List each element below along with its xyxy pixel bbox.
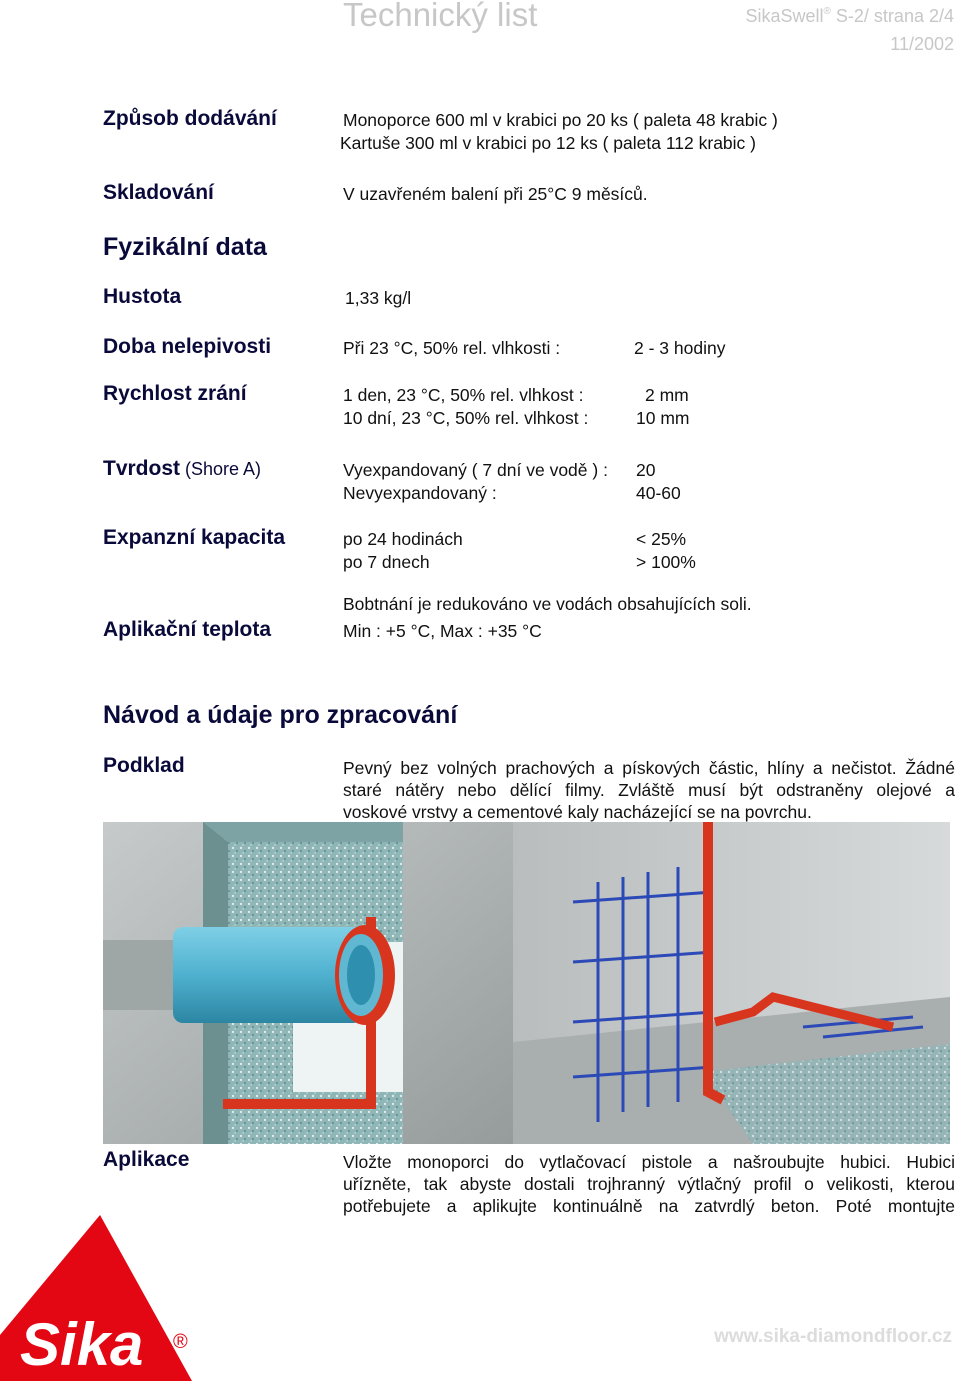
cure-rate-condition-1: 1 den, 23 °C, 50% rel. vlhkost : [343,385,584,405]
expansion-condition-1: po 24 hodinách [343,529,463,549]
page-number: S-2/ strana 2/4 [830,6,954,26]
hardness-label-suffix: (Shore A) [180,459,262,479]
document-date: 11/2002 [890,34,954,54]
application-illustration [103,822,950,1144]
substrate-line-2: staré nátěry nebo dělící filmy. Zvláště musí být odstraněny olejové a [343,780,955,800]
footer-url: www.sika-diamondfloor.cz [714,1326,952,1347]
application-line-2: uřízněte, tak abyste dostali trojhranný výtlačný profil o velikosti, kterou [343,1174,955,1194]
expansion-note: Bobtnání je redukováno ve vodách obsahujících soli. [343,594,752,614]
delivery-line-2: Kartuše 300 ml v krabici po 12 ks ( paleta 112 krabic ) [340,133,756,153]
hardness-value-2: 40-60 [636,483,681,503]
hardness-label-main: Tvrdost [103,457,181,480]
tack-free-value: 2 - 3 hodiny [634,338,726,358]
hardness-value-1: 20 [636,460,656,480]
logo-wordmark: Sika [20,1311,144,1378]
storage-label: Skladování [103,181,214,204]
application-line-1: Vložte monoporci do vytlačovací pistole a našroubujte hubici. Hubici [343,1152,955,1172]
hardness-condition-2: Nevyexpandovaný : [343,483,497,503]
substrate-line-3: voskové vrstvy a cementové kaly nacházející se na povrchu. [343,802,812,822]
processing-heading: Návod a údaje pro zpracování [103,701,458,729]
hardness-label [103,457,261,481]
cure-rate-value-1: 2 mm [645,385,689,405]
substrate-line-1: Pevný bez volných prachových a pískových částic, hlíny a nečistot. Žádné [343,758,955,778]
logo-registered-mark: ® [173,1331,188,1353]
pipe [173,927,363,1023]
tack-free-condition: Při 23 °C, 50% rel. vlhkosti : [343,338,561,358]
physical-data-heading: Fyzikální data [103,233,267,261]
registered-mark: ® [823,6,831,17]
product-page-info [746,6,954,27]
storage-text: V uzavřeném balení při 25°C 9 měsíců. [343,184,648,204]
cure-rate-value-2: 10 mm [636,408,690,428]
expansion-label: Expanzní kapacita [103,526,286,549]
expansion-value-1: < 25% [636,529,687,549]
density-value: 1,33 kg/l [345,288,412,308]
tack-free-label: Doba nelepivosti [103,335,272,358]
product-name: SikaSwell [745,6,824,26]
sika-logo [0,1215,200,1386]
expansion-condition-2: po 7 dnech [343,552,430,572]
document-title: Technický list [343,0,538,33]
substrate-text [343,757,955,823]
application-line-3: potřebujete a aplikujte kontinuálně na zatvrdlý beton. Poté montujte [343,1196,955,1216]
hardness-condition-1: Vyexpandovaný ( 7 dní ve vodě ) : [343,460,608,480]
cure-rate-label: Rychlost zrání [103,382,247,405]
cure-rate-condition-2: 10 dní, 23 °C, 50% rel. vlhkost : [343,408,589,428]
expansion-value-2: > 100% [636,552,696,572]
application-temp-value: Min : +5 °C, Max : +35 °C [343,621,542,641]
application-temp-label: Aplikační teplota [103,618,272,641]
delivery-line-1: Monoporce 600 ml v krabici po 20 ks ( paleta 48 krabic ) [343,110,778,130]
application-text [343,1151,955,1217]
substrate-label: Podklad [103,754,185,777]
application-label: Aplikace [103,1148,190,1171]
density-label: Hustota [103,285,182,308]
delivery-label: Způsob dodávání [103,107,277,130]
